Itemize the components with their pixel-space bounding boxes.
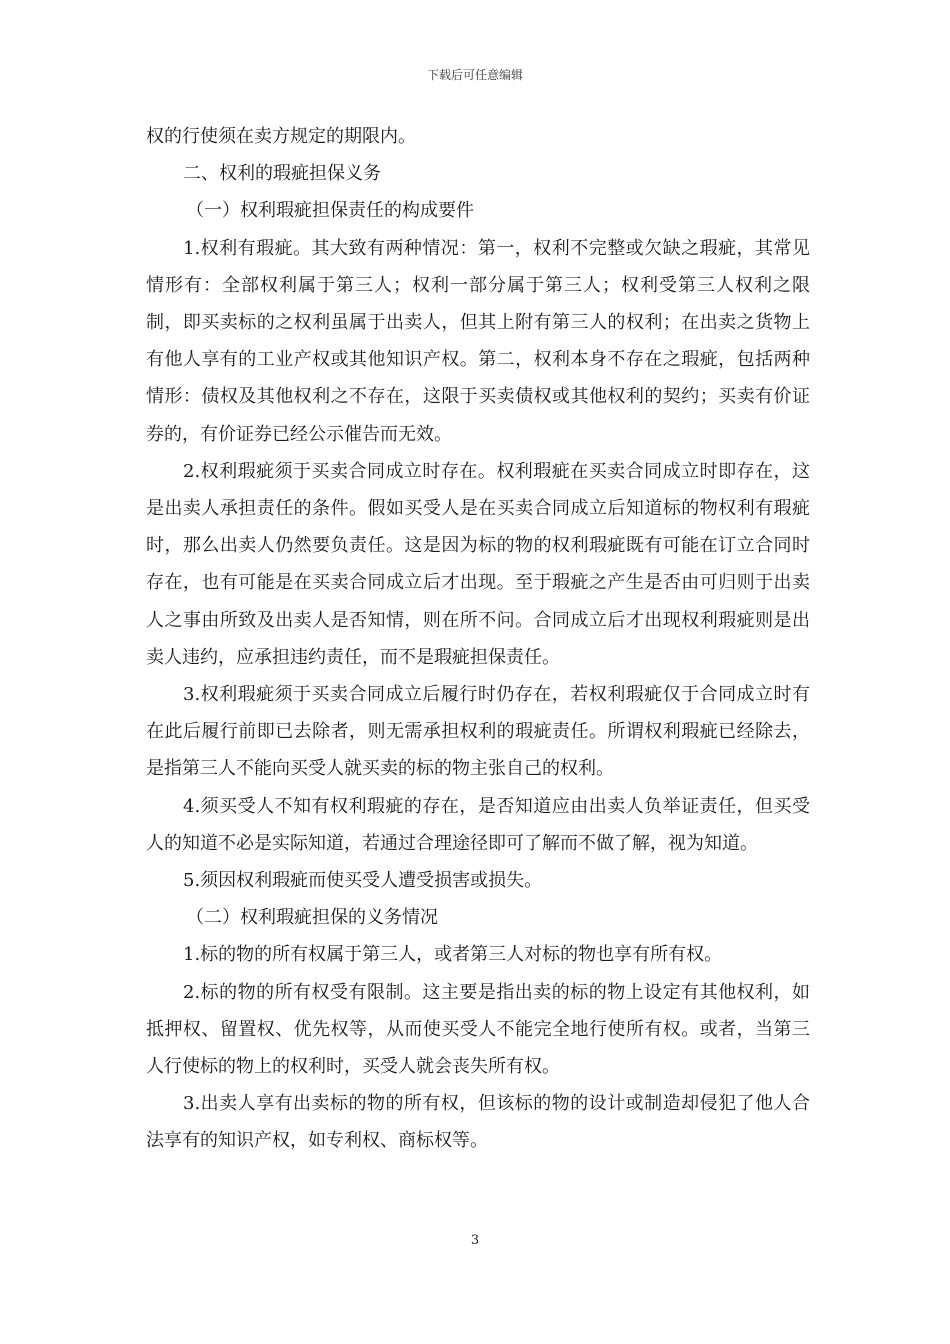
paragraph-obligation-2: 2.标的物的所有权受有限制。这主要是指出卖的标的物上设定有其他权利，如抵押权、留置权、优先权等，从而使买受人不能完全地行使所有权。或者，当第三人行使标的物上的权利时，买受人就会丧失所有权。 (146, 981, 810, 1078)
paragraph-obligation-1: 1.标的物的所有权属于第三人，或者第三人对标的物也享有所有权。 (183, 944, 723, 966)
document-body (146, 118, 810, 1160)
paragraph-continuation: 权的行使须在卖方规定的期限内。 (146, 126, 416, 147)
paragraph-item-5: 5.须因权利瑕疵而使买受人遭受损害或损失。 (183, 870, 543, 892)
section-heading-rights-warranty: 二、权利的瑕疵担保义务 (183, 163, 381, 185)
subsection-heading-elements: （一）权利瑕疵担保责任的构成要件 (186, 200, 474, 222)
page-header-note: 下载后可任意编辑 (426, 68, 523, 82)
paragraph-item-1: 1.权利有瑕疵。其大致有两种情况：第一，权利不完整或欠缺之瑕疵，其常见情形有：全部权利属于第三人；权利一部分属于第三人；权利受第三人权利之限制，即买卖标的之权利虽属于出卖人，但其上附有第三人的权利；在出卖之货物上有他人享有的工业产权或其他知识产权。第二，权利本身不存在之瑕疵，包括两种情形：债权及其他权利之不存在，这限于买卖债权或其他权利的契约；买卖有价证券的，有价证券已经公示催告而无效。 (146, 237, 810, 445)
subsection-heading-obligations: （二）权利瑕疵担保的义务情况 (186, 907, 438, 929)
paragraph-item-4: 4.须买受人不知有权利瑕疵的存在，是否知道应由出卖人负举证责任，但买受人的知道不必是实际知道，若通过合理途径即可了解而不做了解，视为知道。 (146, 795, 810, 854)
paragraph-obligation-3: 3.出卖人享有出卖标的物的所有权，但该标的物的设计或制造却侵犯了他人合法享有的知识产权，如专利权、商标权等。 (146, 1093, 810, 1152)
paragraph-item-2: 2.权利瑕疵须于买卖合同成立时存在。权利瑕疵在买卖合同成立时即存在，这是出卖人承担责任的条件。假如买受人是在买卖合同成立后知道标的物权利有瑕疵时，那么出卖人仍然要负责任。这是因为标的物的权利瑕疵既有可能在订立合同时存在，也有可能是在买卖合同成立后才出现。至于瑕疵之产生是否由可归则于出卖人之事由所致及出卖人是否知情，则在所不问。合同成立后才出现权利瑕疵则是出卖人违约，应承担违约责任，而不是瑕疵担保责任。 (146, 460, 810, 668)
page-number: 3 (470, 1233, 480, 1248)
paragraph-item-3: 3.权利瑕疵须于买卖合同成立后履行时仍存在，若权利瑕疵仅于合同成立时有在此后履行前即已去除者，则无需承担权利的瑕疵责任。所谓权利瑕疵已经除去，是指第三人不能向买受人就买卖的标的物主张自己的权利。 (146, 684, 810, 780)
